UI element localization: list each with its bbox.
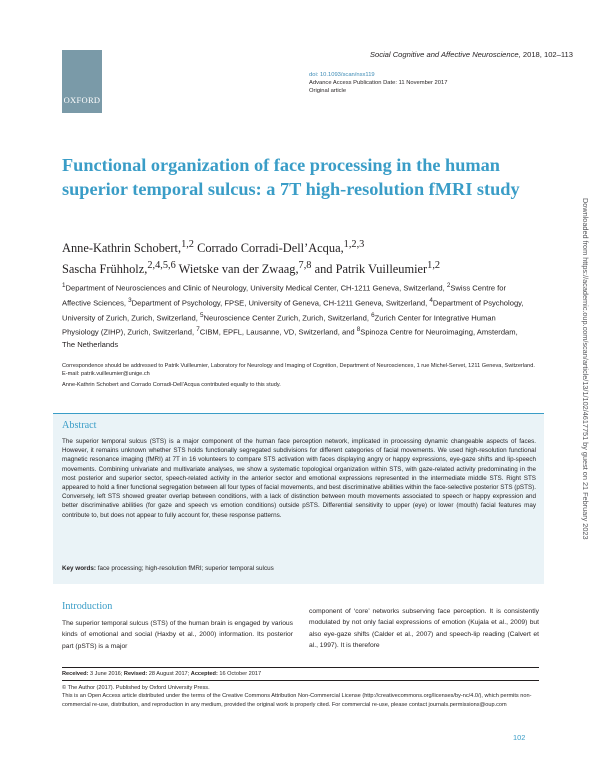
equal-contribution-note: Anne-Kathrin Schobert and Corrado Corradi-Dell’Acqua contributed equally to this study. xyxy=(62,382,281,388)
logo-text: OXFORD xyxy=(63,95,101,105)
author-list xyxy=(62,236,532,278)
journal-citation xyxy=(370,50,573,59)
license-text: This is an Open Access article distributed under the terms of the Creative Commons Attribution Non-Commercial License (http://creativecommons.org/licenses/by-nc/4.0/), which permits non-commercial re-use, distribution, and reproduction in any medium, provided the original work is properly cited. For commercial re-use, please contact journals.permissions@oup.com xyxy=(62,693,532,708)
author: Corrado Corradi-Dell’Acqua,$^{1,2,3}$ xyxy=(197,239,365,256)
affiliations: $^1$Department of Neurosciences and Clinic of Neurology, University Medical Center, CH-1211 Geneva, Switzerland, $^2$Swiss Centre for Affective Sciences, $^3$Department of Psychology, FPSE, University of Geneva, CH-1211 Geneva, Switzerland, $^4$Department of Psychology, University of Zurich, Zurich, Switzerland, $^5$Neuroscience Center Zurich, Zurich, Switzerland, $^6$Zurich Center for Integrative Human Physiology (ZIHP), Zurich, Switzerland, $^7$CIBM, EPFL, Lausanne, VD, Switzerland, and $^8$Spinoza Centre for Neuroimaging, Amsterdam, The Netherlands xyxy=(62,282,524,350)
doi-link[interactable]: doi: 10.1093/scan/nsx119 xyxy=(309,72,375,78)
keywords: Key words: face processing; high-resolution fMRI; superior temporal sulcus xyxy=(62,565,274,572)
journal-issue: 2018, 102–113 xyxy=(522,50,573,59)
author: and Patrik Vuilleumier$^{1,2}$ xyxy=(314,260,441,277)
advance-access-date: Advance Access Publication Date: 11 November 2017 xyxy=(309,80,448,86)
copyright-line: © The Author (2017). Published by Oxford University Press. xyxy=(62,685,210,691)
license-note xyxy=(62,684,540,709)
author: Anne-Kathrin Schobert,$^{1,2}$ xyxy=(62,239,194,256)
abstract-box xyxy=(53,413,544,584)
footer-rule xyxy=(62,680,539,681)
page-number: 102 xyxy=(513,733,526,742)
journal-name: Social Cognitive and Affective Neuroscience, xyxy=(369,50,521,59)
introduction-column-2: component of ‘core’ networks subserving face perception. It is consistently modulated by not only facial expressions of emotion (Kujala et al., 2009) but also eye-gaze shifts (Calder et al., 2007) and speech-lip reading (Calvert et al., 1997). It is therefore xyxy=(309,608,539,649)
abstract-text: The superior temporal sulcus (STS) is a major component of the human face perception network, implicated in processing dynamic changeable aspects of faces. However, it remains unknown whether STS holds functionally segregated subdivisions for different categories of facial movements. We used high-resolution functional magnetic resonance imaging (fMRI) at 7T in 16 volunteers to compare STS activation with faces displaying angry or happy expressions, eye-gaze shifts and lip-speech movements. Combining univariate and multivariate analyses, we show a systematic topological organization within STS, with gaze-related activity predominating in the most posterior and superior sector, speech-related activity in the anterior sector and emotional expressions represented in the intermediate middle STS. Right STS appeared to hold a finer functional segregation between all four types of facial movements, and best discriminative abilities within the face-selective posterior STS (pSTS). Conversely, left STS showed greater overlap between conditions, with a lack of distinction between mouth movements associated to speech or happy expression and better discriminative abilities (for gaze and speech vs emotion conditions) outside pSTS. Differential sensitivity to upper (eye) or lower (mouth) facial features may contribute to, but does not appear to fully account for, these response patterns. xyxy=(62,438,536,519)
abstract-heading: Abstract xyxy=(62,420,97,431)
footer-rule xyxy=(62,667,539,668)
article-type: Original article xyxy=(309,88,347,94)
oxford-logo xyxy=(62,50,102,113)
download-watermark: Downloaded from https://academic.oup.com/scan/article/13/1/102/4617751 by guest on 21 February 2023 xyxy=(581,198,590,540)
author: Wietske van der Zwaag,$^{7,8}$ xyxy=(178,260,312,277)
author: Sascha Frühholz,$^{2,4,5,6}$ xyxy=(62,260,176,277)
introduction-heading: Introduction xyxy=(62,601,113,612)
received-dates: Received: 3 June 2016; Revised: 28 August 2017; Accepted: 16 October 2017 xyxy=(62,671,262,677)
introduction-column-1: The superior temporal sulcus (STS) of the human brain is engaged by various kinds of emotional and social (Haxby et al., 2000) information. Its posterior part (pSTS) is a major xyxy=(62,620,293,650)
article-title: Functional organization of face processing in the human superior temporal sulcus: a 7T high-resolution fMRI study xyxy=(62,155,520,199)
correspondence-note: Correspondence should be addressed to Patrik Vuilleumier, Laboratory for Neurology and Imaging of Cognition, Department of Neurosciences, 1 rue Michel-Servet, 1211 Geneva, Switzerland. E-mail: patrik.vuilleumier@unige.ch xyxy=(62,363,535,378)
